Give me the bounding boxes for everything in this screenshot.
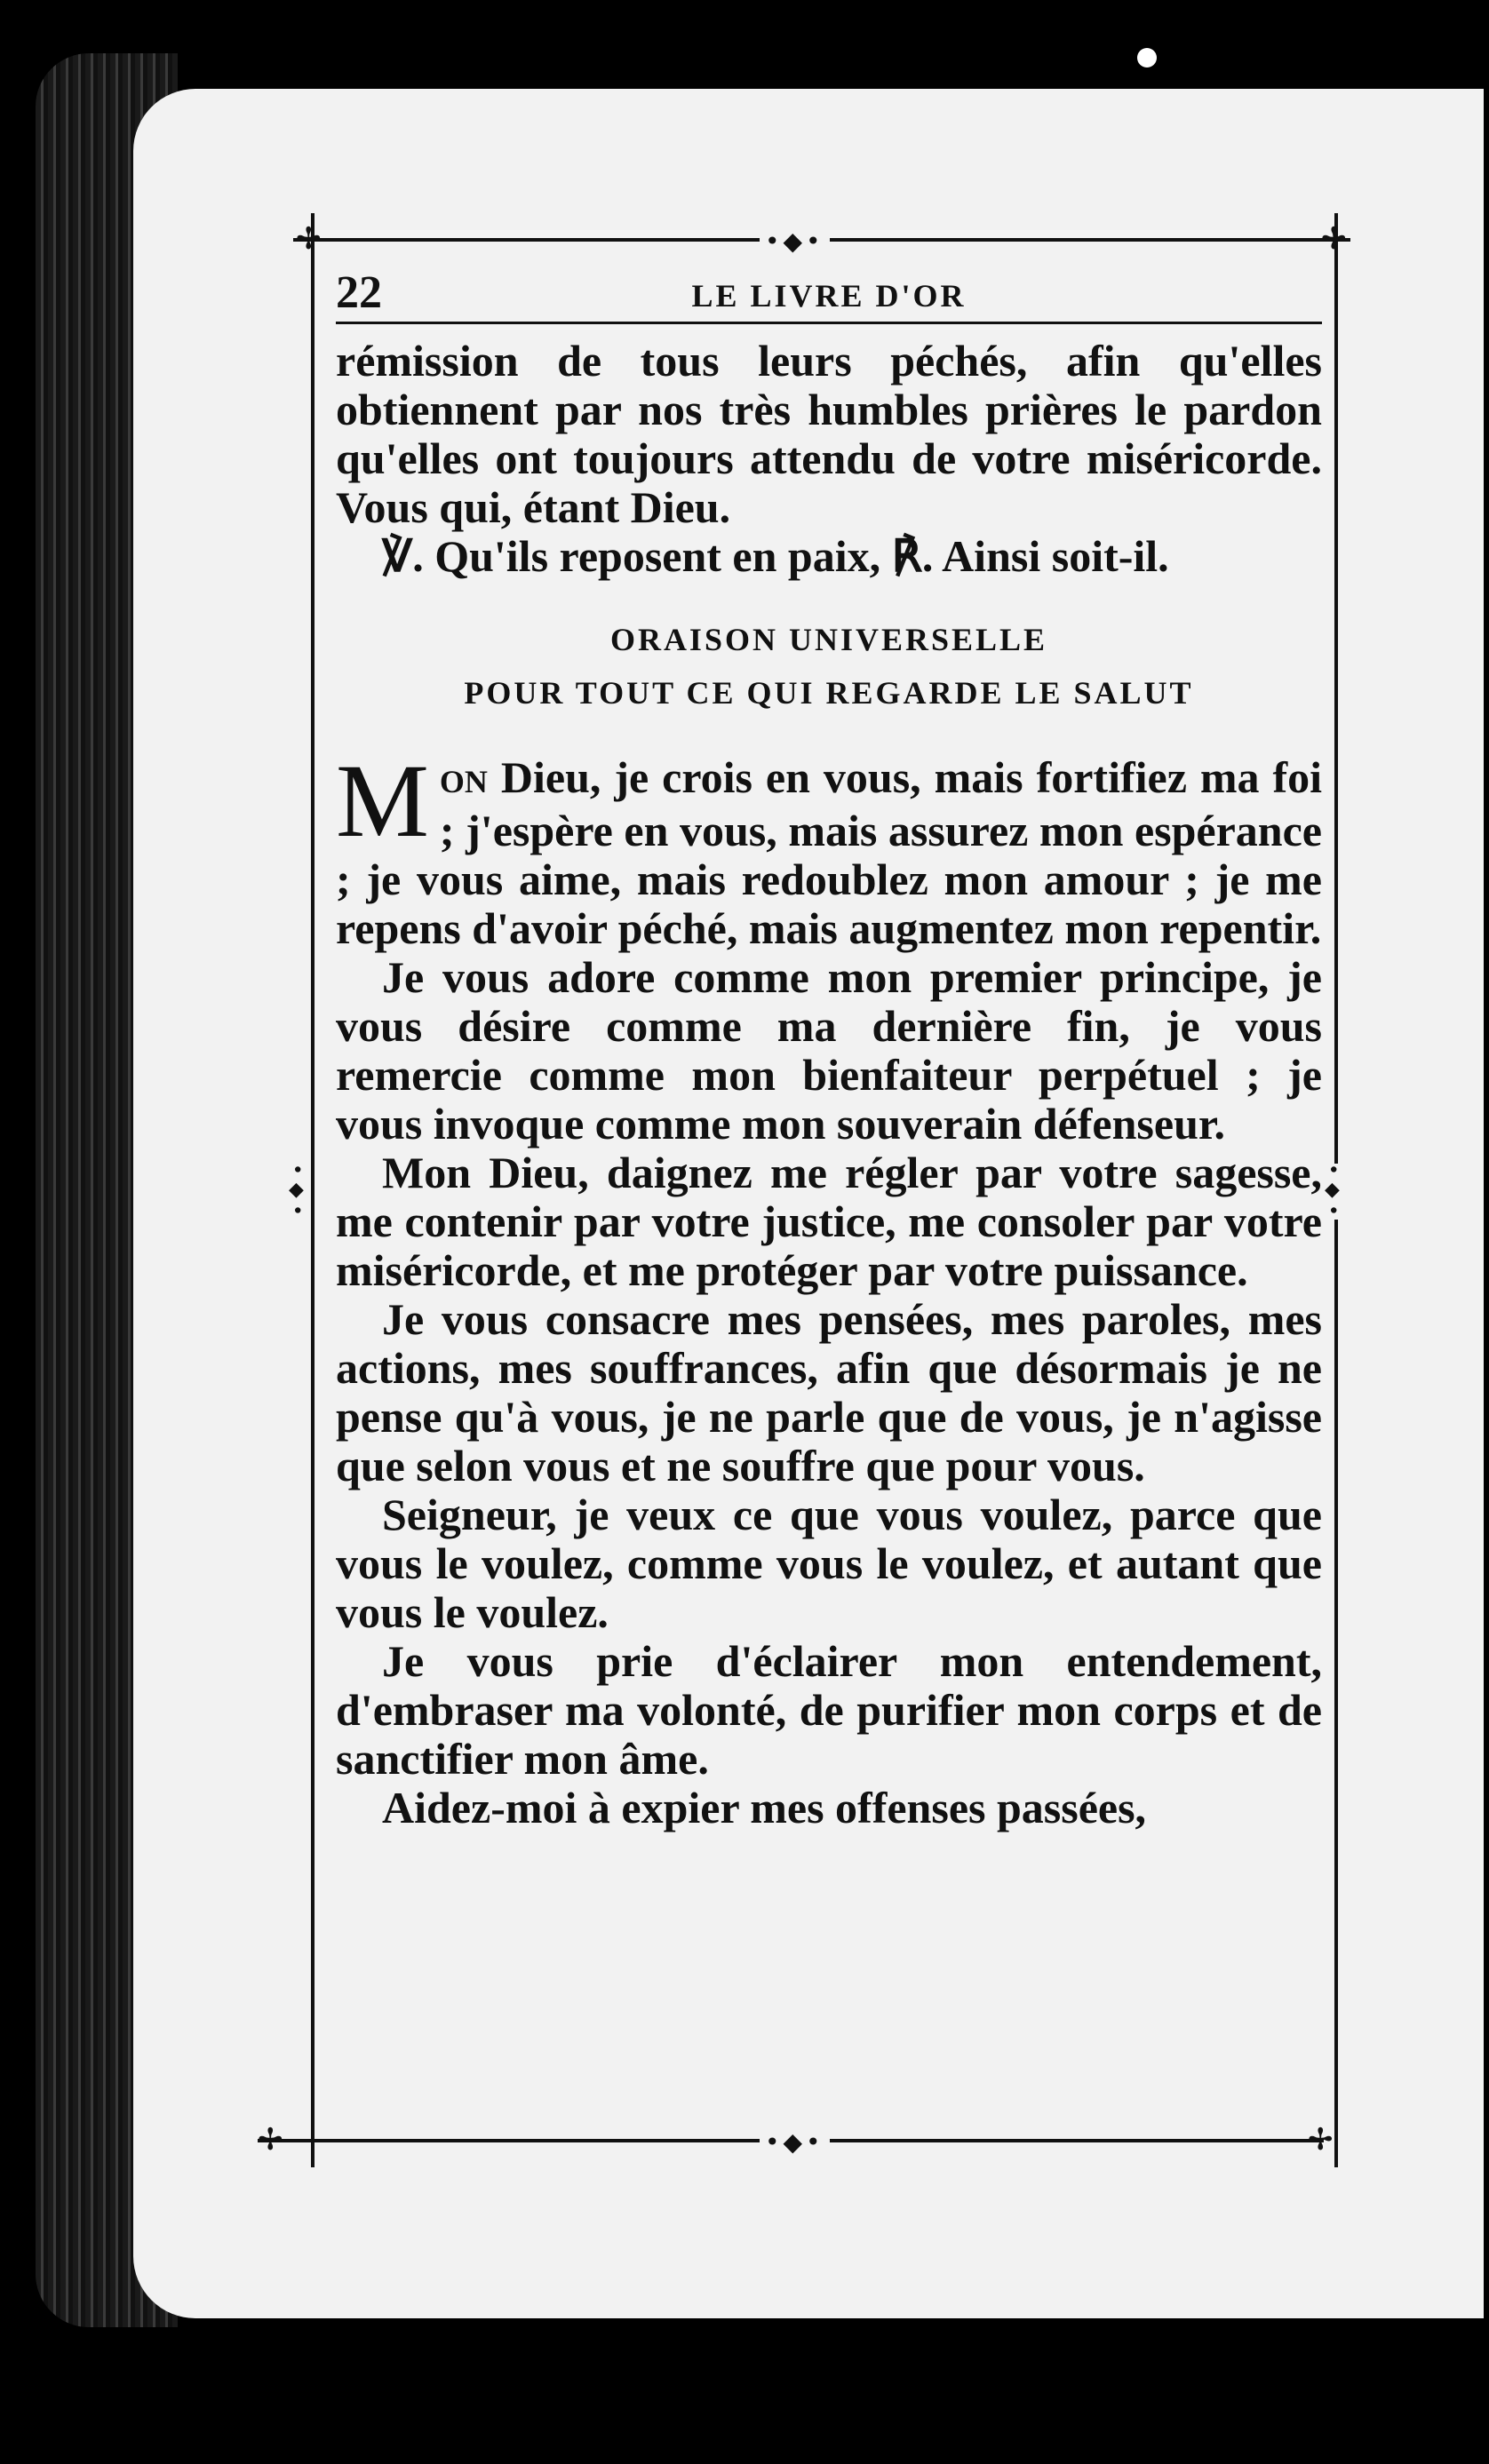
intro-paragraph: rémission de tous leurs péchés, afin qu'elles obtiennent par nos très humbles prières le pardon qu'elles ont toujours attendu de votre miséricorde. Vous qui, étant Dieu.: [336, 336, 1322, 532]
frame-left: [311, 213, 315, 2167]
book-title: LE LIVRE D'OR: [691, 278, 967, 314]
section-heading-line-1: ORAISON UNIVERSELLE: [609, 622, 1048, 657]
prayer-paragraph: Seigneur, je veux ce que vous voulez, parce que vous le voulez, comme vous le voulez, et autant que vous le voulez.: [336, 1490, 1322, 1637]
corner-ornament-bottom-right: ✢: [1308, 2122, 1334, 2158]
corner-ornament-bottom-left: ✢: [258, 2122, 283, 2158]
versicle-line: ℣. Qu'ils reposent en paix, ℟. Ainsi soit-il.: [382, 531, 1169, 581]
prayer-paragraph: Je vous prie d'éclairer mon entendement, d'embraser ma volonté, de purifier mon corps et de sanctifier mon âme.: [336, 1636, 1322, 1784]
speck: [1137, 48, 1157, 68]
page-text-block: [336, 266, 1322, 1832]
running-head: [336, 266, 1322, 324]
middle-ornament-top: •◆•: [760, 229, 830, 254]
side-ornament-right: •◆•: [1321, 1164, 1343, 1220]
prayer-paragraph: Je vous consacre mes pensées, mes paroles, mes actions, mes souffrances, afin que désormais je ne pense qu'à vous, je ne parle que de vous, je n'agisse que selon vous et ne souffre que pour vous.: [336, 1294, 1322, 1490]
opening-text: Dieu, je crois en vous, mais fortifiez ma foi ; j'espère en vous, mais assurez mon espérance ; je vous aime, mais redoublez mon amour ; je me repens d'avoir péché, mais augmentez mon repentir.: [336, 752, 1322, 953]
corner-ornament-top-left: ✢: [296, 221, 322, 257]
middle-ornament-bottom: •◆•: [760, 2130, 830, 2155]
section-heading-line-2: POUR TOUT CE QUI REGARDE LE SALUT: [464, 675, 1194, 711]
opening-smallcaps: ON: [439, 764, 488, 799]
prayer-paragraph: Je vous adore comme mon premier principe, je vous désire comme ma dernière fin, je vous remercie comme mon bienfaiteur perpétuel ; je vous invoque comme mon souverain défenseur.: [336, 952, 1322, 1149]
prayer-opening-paragraph: [336, 743, 1322, 953]
page-number: 22: [336, 267, 382, 318]
drop-cap: M: [336, 743, 429, 859]
corner-ornament-top-right: ✢: [1321, 221, 1347, 257]
section-heading: [336, 613, 1322, 719]
prayer-paragraph: Mon Dieu, daignez me régler par votre sagesse, me contenir par votre justice, me consoler par votre miséricorde, et me protéger par votre puissance.: [336, 1148, 1322, 1295]
side-ornament-left: •◆•: [285, 1164, 307, 1220]
prayer-paragraph: Aidez-moi à expier mes offenses passées,: [382, 1783, 1147, 1832]
